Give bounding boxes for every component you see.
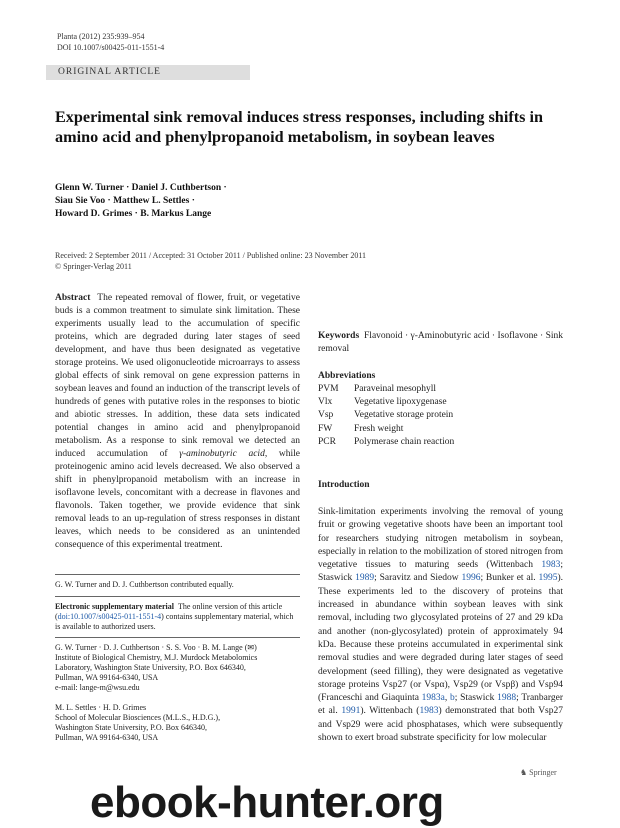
ref-link[interactable]: 1991 (341, 706, 361, 717)
abbr-row (318, 436, 454, 449)
article-type-band (46, 65, 250, 80)
affil-line: Laboratory, Washington State University, P.O. Box 646340, (55, 663, 246, 672)
abbr-def: Paraveinal mesophyll (354, 384, 437, 394)
abbr-row (318, 423, 454, 436)
affil-line: G. W. Turner · D. J. Cuthbertson · S. S. Voo · B. M. Lange (✉) (55, 643, 257, 652)
abbreviations-label: Abbreviations (318, 371, 376, 381)
author-line: Siau Sie Voo · Matthew L. Settles · (55, 196, 195, 206)
abstract-text: The repeated removal of flower, fruit, or vegetative buds is a common treatment to simulate sink limitation. These experiments usually lead to the accumulation of specific proteins, which are degraded during later stages of seed development, and have thus been designated as vegetative storage proteins. We used oligonucleotide microarrays to assess global effects of sink removal on gene expression patterns in soybean leaves and found an induction of the transcript levels of hundreds of genes with putative roles in the responses to biotic and abiotic stresses. In addition, these data sets indicated potential changes in amino acid and phenylpropanoid metabolism. As a response to sink removal we detected an induced accumulation of (55, 293, 300, 459)
abbr-def: Vegetative storage protein (354, 410, 454, 421)
dates-line: Received: 2 September 2011 / Accepted: 31 October 2011 / Published online: 23 November 2011 (55, 251, 367, 260)
watermark: ebook-hunter.org (90, 778, 444, 827)
doi-line: DOI 10.1007/s00425-011-1551-4 (57, 42, 165, 52)
affil-line: School of Molecular Biosciences (M.L.S., H.D.G.), (55, 713, 221, 722)
ref-link[interactable]: 1995 (538, 573, 558, 584)
article-type: ORIGINAL ARTICLE (58, 67, 161, 77)
ref-link[interactable]: b (449, 693, 455, 704)
publisher-logo (520, 768, 557, 777)
footnotes (55, 580, 300, 590)
abbr-row (318, 396, 454, 409)
email-line[interactable]: e-mail: lange-m@wsu.edu (55, 683, 140, 692)
esm-text: The online version of this article ( (55, 602, 283, 621)
springer-horse-icon: ♞ (520, 768, 528, 777)
publication-dates (55, 251, 575, 272)
abbr-term: PVM (318, 384, 339, 394)
abbr-def: Fresh weight (354, 423, 404, 434)
author-list (55, 182, 435, 221)
abbr-term: FW (318, 423, 333, 434)
abbr-def: Polymerase chain reaction (354, 436, 455, 447)
abstract-gaba: γ-aminobutyric acid (179, 449, 265, 459)
ref-link[interactable]: 1983 (541, 560, 561, 571)
left-column (55, 292, 300, 550)
author-line: Glenn W. Turner · Daniel J. Cuthbertson · (55, 183, 227, 193)
affil-line: Washington State University, P.O. Box 646340, (55, 723, 207, 732)
abstract (55, 292, 300, 550)
keywords (318, 330, 563, 356)
affiliation-2 (55, 703, 300, 743)
esm-text-2: ) contains supplementary material, which is available to authorized users. (55, 612, 294, 631)
affil-line: M. L. Settles · H. D. Grimes (55, 703, 147, 712)
abbreviations-table (318, 383, 454, 449)
introduction-body: Sink-limitation experiments involving the removal of young fruit or growing vegetative shoots have been an important tool for researchers studying nitrogen metabolism in soybean, especially in relation to the mobilization of stored nitrogen from vegetative tissues to maturing seeds (Wittenbach 1983; Staswick 1989; Saravitz and Siedow 1996; Bunker et al. 1995). These experiments led to the discovery of proteins that increased in abundance within soybean leaves with sink removal, including two glycosylated proteins of 27 and 29 kDa and another (non-glycosylated) protein of approximately 94 kDa. Because these proteins accumulated in experimental sink removal studies and were degraded during later stages of seed development (seed filling), they were designated as vegetative storage proteins Vsp27 (or Vspα), Vsp29 (or Vspβ) and Vsp94 (Franceschi and Giaquinta 1983a, b; Staswick 1988; Tranbarger et al. 1991). Wittenbach (1983) demonstrated that both Vsp27 and Vsp29 were acid phosphatases, which were subsequently shown to exert broad substrate specificity for low molecular (318, 507, 564, 744)
ref-link[interactable]: 1988 (497, 693, 517, 704)
affil-line: Pullman, WA 99164-6340, USA (55, 673, 159, 682)
esm-note (55, 602, 300, 632)
paper-title: Experimental sink removal induces stress responses, including shifts in amino acid and phenylpropanoid metabolism, in soybean leaves (55, 108, 543, 146)
affil-line: Pullman, WA 99164-6340, USA (55, 733, 159, 742)
copyright-line: © Springer-Verlag 2011 (55, 261, 132, 271)
esm-doi-link[interactable]: doi:10.1007/s00425-011-1551-4 (57, 612, 162, 621)
publisher-name: Springer (529, 768, 557, 777)
footnote-rule (55, 574, 300, 575)
affil-line: Institute of Biological Chemistry, M.J. Murdock Metabolomics (55, 653, 258, 662)
contribution-note: G. W. Turner and D. J. Cuthbertson contributed equally. (55, 580, 234, 589)
abbr-row (318, 383, 454, 396)
abstract-label: Abstract (55, 293, 91, 303)
ref-link[interactable]: 1983a (421, 693, 445, 704)
footnote-rule-3 (55, 637, 300, 638)
abbr-term: Vsp (318, 410, 334, 421)
abbr-term: PCR (318, 436, 336, 447)
keywords-text: Flavonoid · γ-Aminobutyric acid · Isoflavone · Sink removal (318, 331, 563, 354)
keywords-label: Keywords (318, 331, 360, 341)
right-column (318, 292, 563, 492)
ref-link[interactable]: 1996 (461, 573, 481, 584)
footnote-rule-2 (55, 596, 300, 597)
author-line: Howard D. Grimes · B. Markus Lange (55, 209, 212, 219)
introduction-heading: Introduction (318, 480, 370, 491)
journal-header (57, 32, 164, 53)
ref-link[interactable]: 1983 (419, 706, 439, 717)
journal-citation: Planta (2012) 235:939–954 (57, 32, 145, 41)
abbr-def: Vegetative lipoxygenase (354, 397, 447, 408)
abbr-row (318, 409, 454, 422)
ref-link[interactable]: 1989 (355, 573, 375, 584)
esm-label: Electronic supplementary material (55, 602, 174, 611)
abstract-text-end: , while proteinogenic amino acid levels decreased. We also observed a shift in phenylpropanoid metabolism with an increase in isoflavone levels, concomitant with a decrease in flavones and flavonols. Taken together, we provide evidence that sink removal leads to an up-regulation of stress responses in distant leaves, which needs to be considered as an unintended consequence of this experimental treatment. (55, 449, 300, 550)
abbr-term: Vlx (318, 397, 333, 408)
affiliation-1 (55, 643, 300, 693)
abbreviations (318, 370, 563, 449)
